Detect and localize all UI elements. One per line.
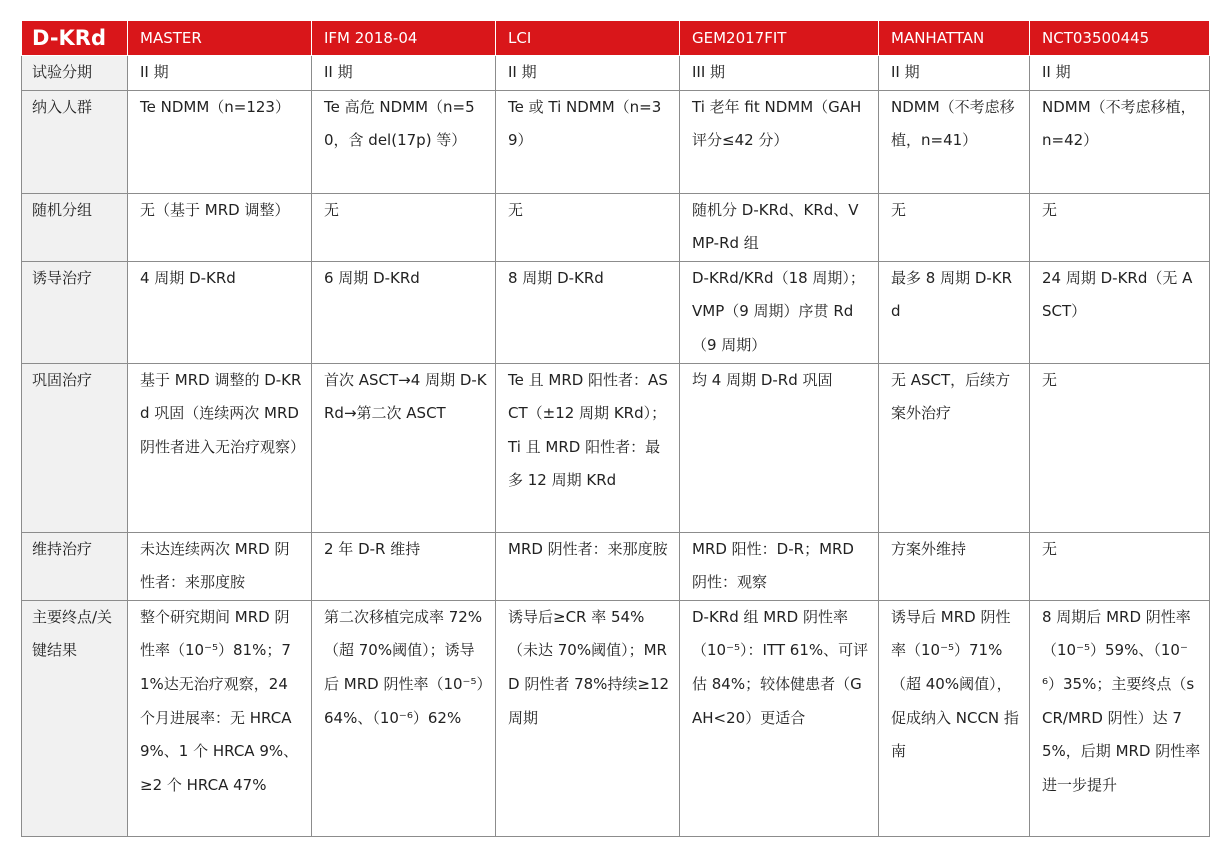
row-label: 维持治疗 <box>22 532 128 600</box>
table-cell: 首次 ASCT→4 周期 D-KRd→第二次 ASCT <box>312 363 496 532</box>
table-cell: 8 周期后 MRD 阴性率（10⁻⁵）59%、（10⁻⁶）35%；主要终点（sCR/MRD 阴性）达 75%，后期 MRD 阴性率进一步提升 <box>1030 600 1210 836</box>
table-corner-label: D-KRd <box>22 21 128 56</box>
table-cell: 基于 MRD 调整的 D-KRd 巩固（连续两次 MRD 阴性者进入无治疗观察） <box>128 363 312 532</box>
table-cell: 无 <box>1030 193 1210 261</box>
table-cell: NDMM（不考虑移植，n=42） <box>1030 90 1210 193</box>
table-cell: II 期 <box>1030 56 1210 91</box>
table-cell: 均 4 周期 D-Rd 巩固 <box>680 363 879 532</box>
table-cell: II 期 <box>312 56 496 91</box>
table-cell: 6 周期 D-KRd <box>312 261 496 363</box>
table-row-induction <box>22 261 1210 363</box>
row-label: 纳入人群 <box>22 90 128 193</box>
table-cell: 2 年 D-R 维持 <box>312 532 496 600</box>
table-cell: D-KRd 组 MRD 阴性率（10⁻⁵）：ITT 61%、可评估 84%；较体健患者（GAH<20）更适合 <box>680 600 879 836</box>
column-header-manhattan: MANHATTAN <box>879 21 1030 56</box>
table-cell: 4 周期 D-KRd <box>128 261 312 363</box>
column-header-master: MASTER <box>128 21 312 56</box>
table-cell: 无 <box>496 193 680 261</box>
table-cell: 诱导后 MRD 阴性率（10⁻⁵）71%（超 40%阈值），促成纳入 NCCN 指南 <box>879 600 1030 836</box>
table-cell: 无 <box>312 193 496 261</box>
row-label: 主要终点/关键结果 <box>22 600 128 836</box>
table-row-randomization <box>22 193 1210 261</box>
table-row-population <box>22 90 1210 193</box>
table-cell: 整个研究期间 MRD 阴性率（10⁻⁵）81%；71%达无治疗观察，24 个月进展率：无 HRCA 9%、1 个 HRCA 9%、≥2 个 HRCA 47% <box>128 600 312 836</box>
table-cell: 第二次移植完成率 72%（超 70%阈值）；诱导后 MRD 阴性率（10⁻⁵）64%、（10⁻⁶）62% <box>312 600 496 836</box>
table-cell: Te NDMM（n=123） <box>128 90 312 193</box>
table-cell: 24 周期 D-KRd（无 ASCT） <box>1030 261 1210 363</box>
row-label: 巩固治疗 <box>22 363 128 532</box>
table-cell: III 期 <box>680 56 879 91</box>
row-label: 随机分组 <box>22 193 128 261</box>
table-cell: 无（基于 MRD 调整） <box>128 193 312 261</box>
header-row <box>22 21 1210 56</box>
column-header-gem2017fit: GEM2017FIT <box>680 21 879 56</box>
table-cell: 未达连续两次 MRD 阴性者：来那度胺 <box>128 532 312 600</box>
table-cell: 无 <box>879 193 1030 261</box>
comparison-table <box>21 20 1210 837</box>
table-cell: 诱导后≥CR 率 54%（未达 70%阈值）；MRD 阴性者 78%持续≥12 周期 <box>496 600 680 836</box>
table-cell: II 期 <box>879 56 1030 91</box>
table-cell: 无 <box>1030 363 1210 532</box>
table-cell: 8 周期 D-KRd <box>496 261 680 363</box>
comparison-table-container <box>21 20 1209 837</box>
table-cell: 方案外维持 <box>879 532 1030 600</box>
table-cell: MRD 阳性：D-R；MRD 阴性：观察 <box>680 532 879 600</box>
column-header-lci: LCI <box>496 21 680 56</box>
row-label: 诱导治疗 <box>22 261 128 363</box>
table-row-phase <box>22 56 1210 91</box>
table-cell: 随机分 D-KRd、KRd、VMP-Rd 组 <box>680 193 879 261</box>
table-cell: NDMM（不考虑移植，n=41） <box>879 90 1030 193</box>
table-cell: D-KRd/KRd（18 周期）；VMP（9 周期）序贯 Rd（9 周期） <box>680 261 879 363</box>
table-cell: Te 且 MRD 阳性者：ASCT（±12 周期 KRd）；Ti 且 MRD 阳性者：最多 12 周期 KRd <box>496 363 680 532</box>
table-cell: 最多 8 周期 D-KRd <box>879 261 1030 363</box>
table-cell: MRD 阴性者：来那度胺 <box>496 532 680 600</box>
table-cell: II 期 <box>128 56 312 91</box>
table-cell: 无 ASCT，后续方案外治疗 <box>879 363 1030 532</box>
table-cell: 无 <box>1030 532 1210 600</box>
table-cell: II 期 <box>496 56 680 91</box>
column-header-nct03500445: NCT03500445 <box>1030 21 1210 56</box>
table-row-consolidation <box>22 363 1210 532</box>
table-cell: Te 高危 NDMM（n=50，含 del(17p) 等） <box>312 90 496 193</box>
row-label: 试验分期 <box>22 56 128 91</box>
table-row-endpoints <box>22 600 1210 836</box>
table-cell: Ti 老年 fit NDMM（GAH 评分≤42 分） <box>680 90 879 193</box>
column-header-ifm-2018-04: IFM 2018-04 <box>312 21 496 56</box>
table-row-maintenance <box>22 532 1210 600</box>
table-cell: Te 或 Ti NDMM（n=39） <box>496 90 680 193</box>
